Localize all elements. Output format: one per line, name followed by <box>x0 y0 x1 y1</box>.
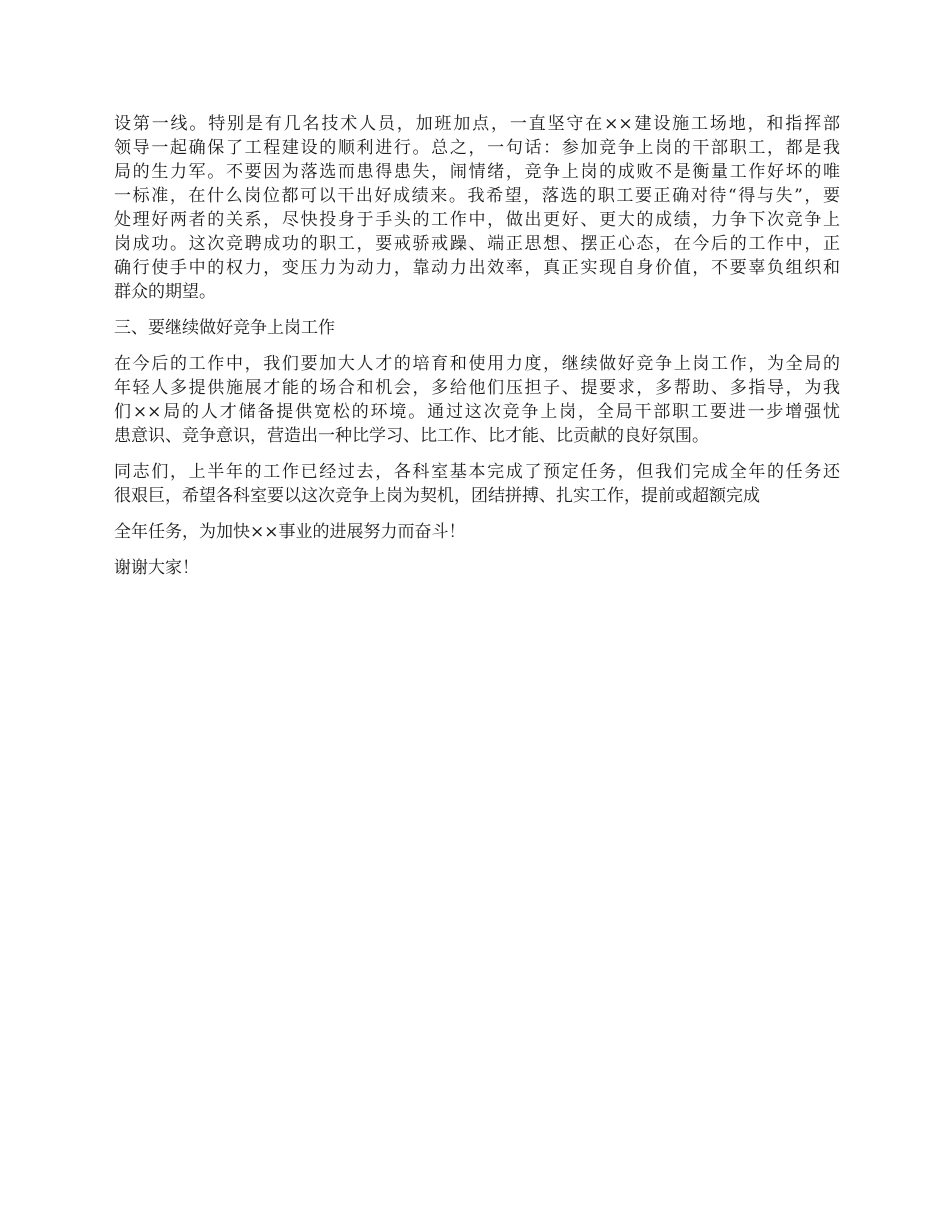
paragraph-2 <box>114 352 840 448</box>
text-line: 确行使手中的权力，变压力为动力，靠动力出效率，真正实现自身价值，不要辜负组织和 <box>114 258 840 278</box>
text-line: 在今后的工作中，我们要加大人才的培育和使用力度，继续做好竞争上岗工作，为全局的 <box>114 354 840 374</box>
text-line: 同志们，上半年的工作已经过去，各科室基本完成了预定任务，但我们完成全年的任务还 <box>114 462 840 482</box>
closing-line <box>114 556 840 580</box>
text-line: 处理好两者的关系，尽快投身于手头的工作中，做出更好、更大的成绩，力争下次竞争上 <box>114 210 840 230</box>
paragraph-4 <box>114 520 840 544</box>
text-line: 谢谢大家！ <box>114 558 199 578</box>
text-line: 局的生力军。不要因为落选而患得患失，闹情绪，竞争上岗的成败不是衡量工作好坏的唯 <box>114 162 840 182</box>
text-line: 们××局的人才储备提供宽松的环境。通过这次竞争上岗，全局干部职工要进一步增强忧 <box>114 402 840 422</box>
text-line: 全年任务，为加快××事业的进展努力而奋斗！ <box>114 522 466 542</box>
text-line: 患意识、竞争意识，营造出一种比学习、比工作、比才能、比贡献的良好氛围。 <box>114 426 709 446</box>
paragraph-1 <box>114 112 840 304</box>
text-line: 一标准，在什么岗位都可以干出好成绩来。我希望，落选的职工要正确对待“得与失”，要 <box>114 186 840 206</box>
text-line: 设第一线。特别是有几名技术人员，加班加点，一直坚守在××建设施工场地，和指挥部 <box>114 114 840 134</box>
paragraph-3 <box>114 460 840 508</box>
section-heading <box>114 316 840 340</box>
text-line: 领导一起确保了工程建设的顺利进行。总之，一句话：参加竞争上岗的干部职工，都是我 <box>114 138 840 158</box>
text-line: 岗成功。这次竞聘成功的职工，要戒骄戒躁、端正思想、摆正心态，在今后的工作中，正 <box>114 234 840 254</box>
text-line: 群众的期望。 <box>114 282 216 302</box>
text-line: 很艰巨，希望各科室要以这次竞争上岗为契机，团结拼搏、扎实工作，提前或超额完成 <box>114 486 760 506</box>
document-body <box>114 112 840 592</box>
heading-text: 三、要继续做好竞争上岗工作 <box>114 318 335 338</box>
text-line: 年轻人多提供施展才能的场合和机会，多给他们压担子、提要求，多帮助、多指导，为我 <box>114 378 840 398</box>
